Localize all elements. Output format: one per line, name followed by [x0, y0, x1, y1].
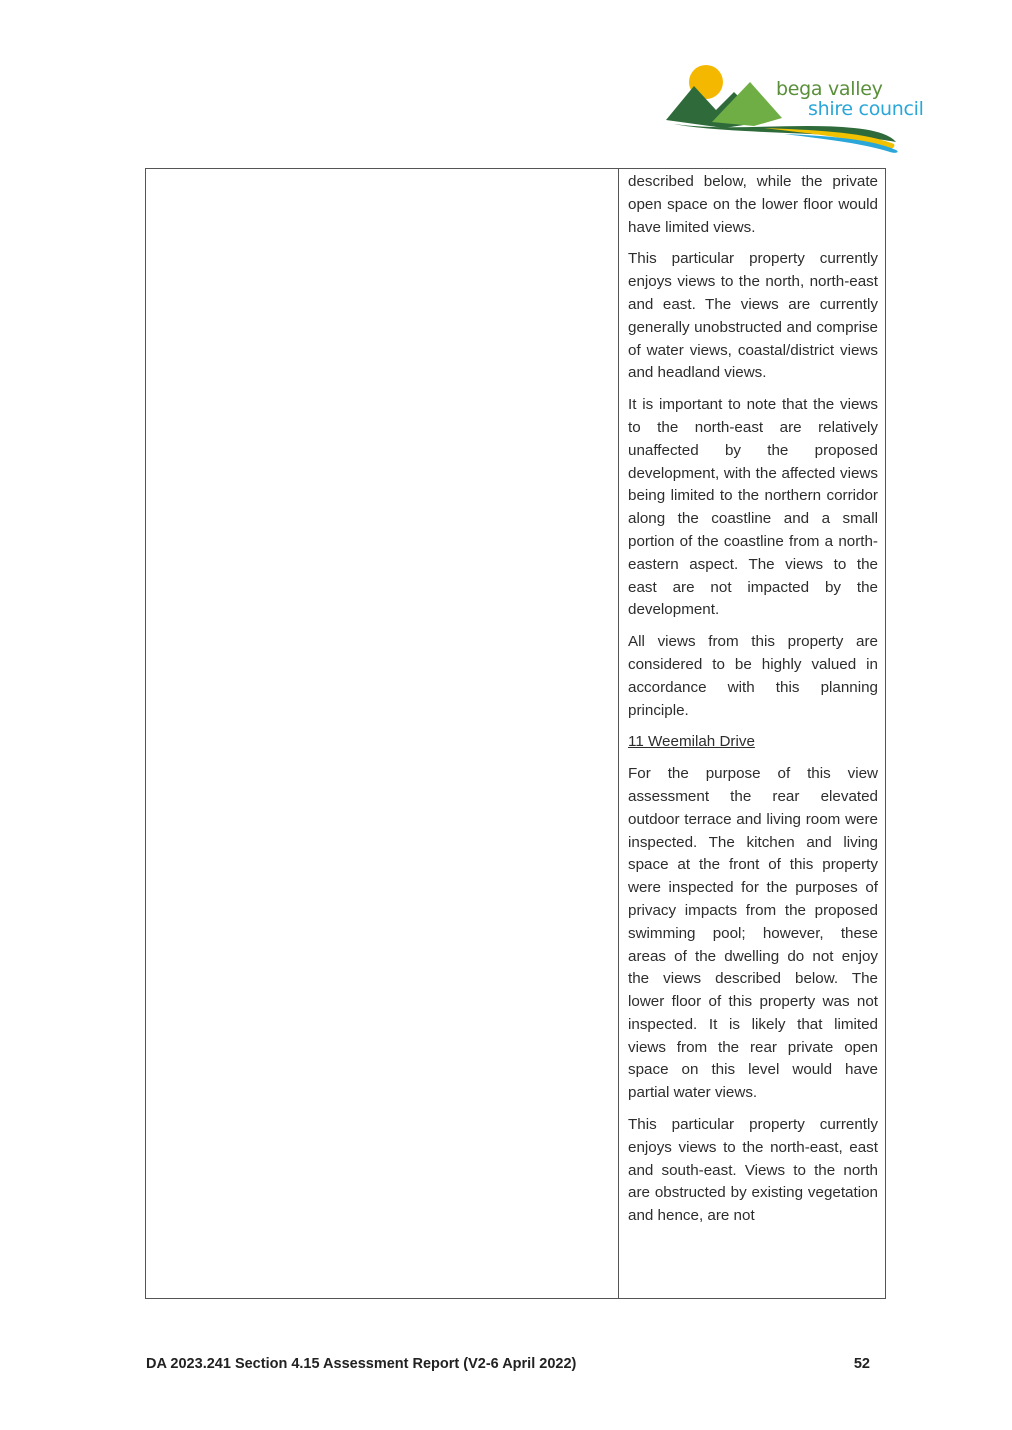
assessment-table	[145, 168, 886, 1299]
logo-text-line1: bega valley	[776, 78, 883, 100]
paragraph-current-views: This particular property currently enjoys views to the north, north-east and east. The views are currently generally unobstructed and comprise of water views, coastal/district views and headland views.	[628, 250, 878, 382]
table-right-column	[628, 171, 878, 1296]
table-left-column	[146, 169, 619, 1298]
paragraph-current-views-2: This particular property currently enjoys views to the north-east, east and south-east. Views to the north are obstructed by existing vegetation and hence, are not	[628, 1116, 878, 1225]
footer-page-number: 52	[853, 1356, 870, 1372]
footer-report-title: DA 2023.241 Section 4.15 Assessment Report (V2-6 April 2022)	[146, 1356, 577, 1372]
paragraph-views-continued: described below, while the private open space on the lower floor would have limited views.	[628, 173, 878, 236]
council-logo	[664, 62, 940, 154]
paragraph-north-east-views: It is important to note that the views to the north-east are relatively unaffected by the proposed development, with the affected views being limited to the northern corridor along the coastline and a small portion of the coastline from a north-eastern aspect. The views to the east are not impacted by the development.	[628, 396, 878, 619]
paragraph-view-assessment: For the purpose of this view assessment the rear elevated outdoor terrace and living room were inspected. The kitchen and living space at the front of this property were inspected for the purposes of privacy impacts from the proposed swimming pool; however, these areas of the dwelling do not enjoy the views described below. The lower floor of this property was not inspected. It is likely that limited views from the rear private open space on this level would have partial water views.	[628, 765, 878, 1102]
section-heading-11-weemilah-drive: 11 Weemilah Drive	[628, 733, 755, 751]
page-footer	[146, 1356, 870, 1378]
logo-text-line2: shire council	[808, 98, 924, 120]
paragraph-highly-valued: All views from this property are considered to be highly valued in accordance with this planning principle.	[628, 633, 878, 719]
